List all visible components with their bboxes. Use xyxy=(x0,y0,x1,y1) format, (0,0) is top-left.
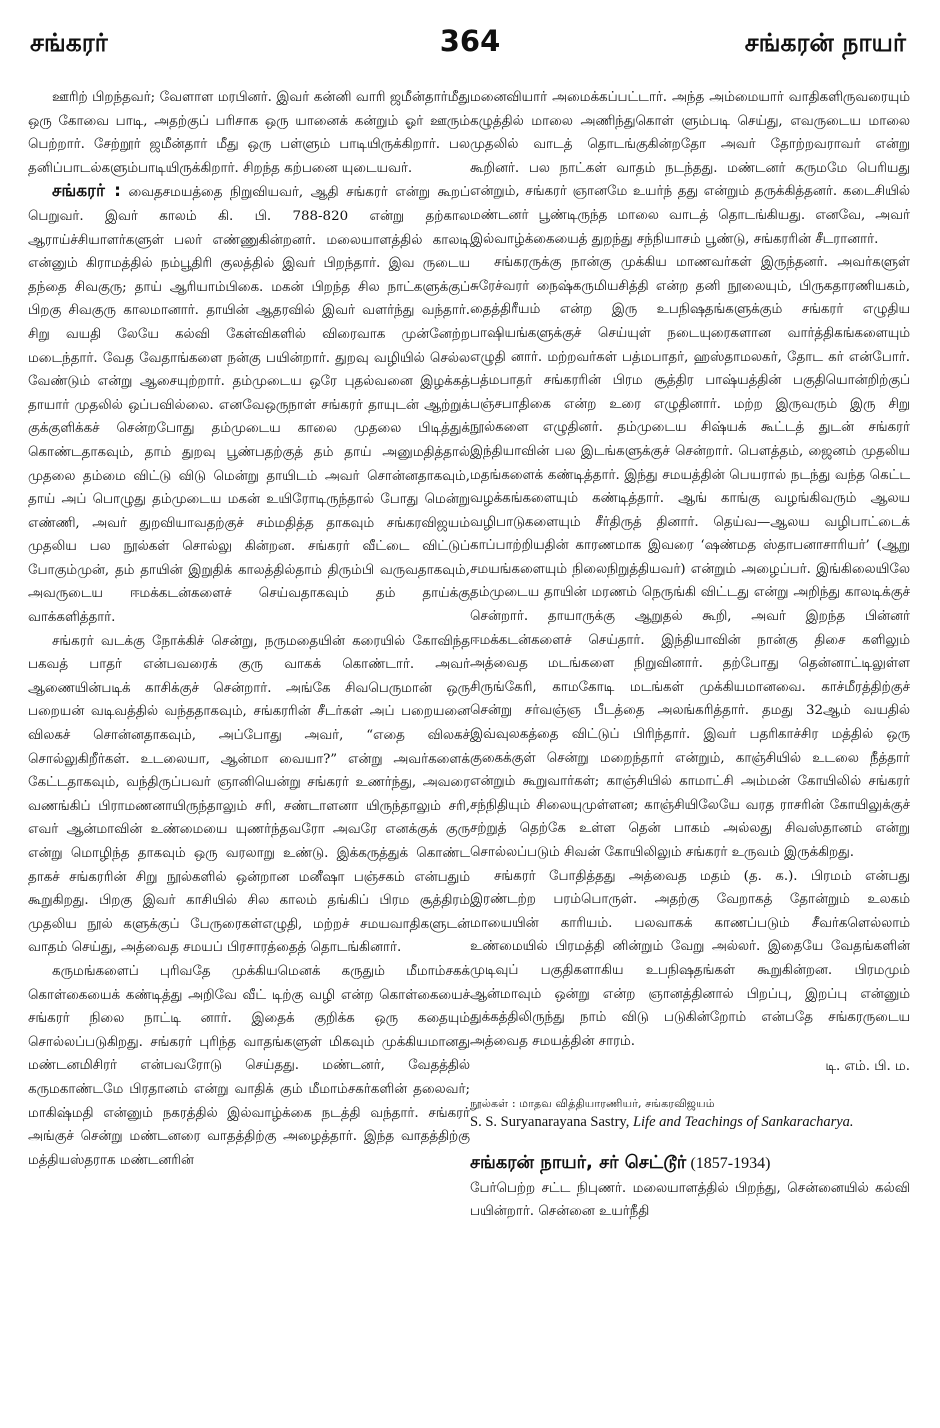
entry-text-6: சங்கரர் போதித்தது அத்வைத மதம் (த. க.). பிரமம் என்பது இரண்டற்ற பரம்பொருள். அதற்கு வேறாகத் தோன்றும் உலகம் மாயையின் காரியம். பலவாகக் காணப்படும் சீவர்களெல்லாம் உண்மையில் பிரமத்தி னின்றும் வேறு அல்லர். இதையே வேதங்களின் முடிவுப் பகுதிகளாகிய உபநிஷதங்கள் கூறுகின்றன. பிரமமும் ஆன்மாவும் ஒன்று என்ற ஞானத்தினால் பிறப்பு, இறப்பு என்னும் துக்கத்திலிருந்து நாம் விடு படுகின்றோம் என்பதே சங்கரருடைய அத்வைத சமயத்தின் சாரம். xyxy=(470,868,910,1049)
right-column xyxy=(470,86,910,1224)
running-header-left: சங்கரர் xyxy=(30,28,108,57)
references-english xyxy=(470,1113,910,1131)
entry-paragraph-6 xyxy=(470,865,910,1079)
entry-title: சங்கரர் : xyxy=(52,181,121,202)
next-entry-title: சங்கரன் நாயர், சர் செட்டூர் xyxy=(470,1151,687,1173)
next-entry xyxy=(470,1151,910,1224)
page-number: 364 xyxy=(439,24,501,58)
running-header-right: சங்கரன் நாயர் xyxy=(744,28,906,57)
entry-paragraph-3: கருமங்களைப் புரிவதே முக்கியமெனக் கருதும் மீமாம்சகக் கொள்கையைக் கண்டித்து அறிவே வீட் டிற்கு வழி என்ற கொள்கையைச் சங்கரர் நிலை நாட்டி னார். இதைக் குறிக்க ஒரு கதையும் சொல்லப்படுகிறது. சங்கரர் புரிந்த வாதங்களுள் மிகவும் முக்கியமானது மண்டனமிசிரர் என்பவரோடு செய்தது. மண்டனர், வேதத்தில் கருமகாண்டமே பிரதானம் என்று வாதிக் கும் மீமாம்சகர்களின் தலைவர்; மாகிஷ்மதி என்னும் நகரத்தில் இல்வாழ்க்கை நடத்தி வந்தார். சங்கரர் அங்குச் சென்று மண்டனரை வாதத்திற்கு அழைத்தார். இந்த வாதத்திற்கு மத்தியஸ்தராக மண்டனரின் xyxy=(28,963,470,1168)
entry-paragraph-4: மனைவியார் அமைக்கப்பட்டார். அந்த அம்மையார் வாதிகளிருவரையும் கழுத்தில் மாலை அணிந்துகொள் ளும்படி செய்து, எவருடைய மாலை முதலில் வாடத் தொடங்குகின்றதோ அவர் தோற்றவராவர் என்று கூறினர். பல நாட்கள் வாதம் நடந்தது. மண்டனர் கருமமே பெரியது என்றும், சங்கரர் ஞானமே உயர்ந் தது என்றும் தருக்கித்தனர். கடைசியில் மண்டனர் பூண்டிருந்த மாலை வாடத் தொடங்கியது. எனவே, அவர் இல்வாழ்க்கையைத் துறந்து சந்நியாசம் பூண்டு, சங்கரரின் சீடரானார். xyxy=(470,90,910,247)
references-author: S. S. Suryanarayana Sastry, xyxy=(470,1113,630,1130)
entry-paragraph-1 xyxy=(28,180,470,629)
left-column xyxy=(28,86,470,1172)
references xyxy=(470,1095,910,1131)
entry-paragraph-5: சங்கரருக்கு நான்கு முக்கிய மாணவர்கள் இருந்தனர். அவர்களுள் சுரேச்வரர் நைஷ்கருமியசித்தி என்ற தனி நூலையும், பிருகதாரணியகம், தைத்திரீயம் என்ற இரு உபநிஷதங்களுக்கும் சங்கரர் எழுதிய பாஷியங்களுக்குச் செய்யுள் நடையுரைகளான வார்த்திகங்களையும் எழுதி னார். மற்றவர்கள் பத்மபாதர், ஹஸ்தாமலகர், தோட கர் என்போர். பத்மபாதர் சங்கரரின் பிரம சூத்திர பாஷ்யத்தின் பகுதியொன்றிற்குப் பஞ்சபாதிகை என்ற உரை எழுதினார். மற்ற இருவரும் இரு சிறு நூல்களை எழுதினர். தம்முடைய சிஷ்யக் கூட்டத் துடன் சங்கரர் இந்தியாவின் பல இடங்களுக்குச் சென்றார். பௌத்தம், ஜைனம் முதலிய மதங்களைக் கண்டித்தார். இந்து சமயத்தின் பெயரால் நடந்து வந்த கெட்ட வழக்கங்களையும் கண்டித்தார். ஆங் காங்கு வழங்கிவரும் ஆலய வழிபாடுகளையும் சீர்திருத் தினார். தெய்வ—ஆலய வழிபாட்டைக் காப்பாற்றியதின் காரணமாக இவரை ‘ஷண்மத ஸ்தாபனாசாரியர்’ (ஆறு சமயங்களையும் நிலைநிறுத்தியவர்) என்றும் அழைப்பர். இங்கிலையிலே தம்முடைய தாயின் மரணம் நெருங்கி விட்டது என்று அறிந்து காலடிக்குச் சென்றார். தாயாருக்கு ஆறுதல் கூறி, அவர் இறந்த பின்னர் ஈமக்கடன்களைச் செய்தார். இந்தியாவின் நான்கு திசை களிலும் அத்வைத மடங்களை நிறுவினார். தற்போது தென்னாட்டிலுள்ள சிருங்கேரி, காமகோடி மடங்கள் முக்கியமானவை. காச்மீரத்திற்குச் சென்று சர்வஞ்ஞ பீடத்தை அலங்கரித்தார். தமது 32ஆம் வயதில் இவ்வுலகத்தை விட்டுப் பிரிந்தார். இவர் பதரிகாச்சிர மத்தில் ஒரு குகைக்குள் சென்று மறைந்தார் என்றும், காஞ்சியில் உடலை நீத்தார் என்றும் கூறுவார்கள்; காஞ்சியில் காமாட்சி அம்மன் கோயிலில் சங்கரர் சந்நிதியும் சிலையுமுள்ளன; காஞ்சியிலேயே வரத ராசரின் கோயிலுக்குச் சற்றுத் தெற்கே உள்ள தென் பாகம் அல்லது சிவஸ்தானம் என்று சொல்லப்படும் சிவன் கோயிலிலும் சங்கரர் உருவம் இருக்கிறது. xyxy=(470,255,910,860)
next-entry-years: (1857-1934) xyxy=(690,1154,771,1172)
references-label: நூல்கள் : மாதவ வித்தியாரணியர், சங்கரவிஜயம் xyxy=(470,1096,715,1110)
references-title: Life and Teachings of Sankaracharya. xyxy=(632,1113,854,1130)
entry-paragraph-2: சங்கரர் வடக்கு நோக்கிச் சென்று, நருமதையின் கரையில் கோவிந்த பகவத் பாதர் என்பவரைக் குரு வாகக் கொண்டார். அவர் ஆணையின்படிக் காசிக்குச் சென்றார். அங்கே சிவபெருமான் ஒரு பறையன் வடிவத்தில் வந்ததாகவும், சங்கரரின் சீடர்கள் அப் பறையனை விலகச் சொன்னதாகவும், அப்போது அவர், “எதை விலகச் சொல்லுகிறீர்கள். உடலையா, ஆன்மா வையா?” என்று அவர்களைக் கேட்டதாகவும், வந்திருப்பவர் ஞானியென்று சங்கரர் உணர்ந்து, அவரை வணங்கிப் பிராமணனாயிருந்தாலும் சரி, சண்டாளனா யிருந்தாலும் சரி, எவர் ஆன்மாவின் உண்மையை யுணர்ந்தவரோ அவரே எனக்குக் குரு என்று மொழிந்த தாகவும் ஒரு வரலாறு உண்டு. இக்கருத்துக் கொண்ட தாகச் சங்கரரின் சிறு நூல்களில் ஒன்றான மனீஷா பஞ்சகம் என்பதும் கூறுகிறது. பிறகு இவர் காசியில் சில காலம் தங்கிப் பிரம சூத்திரம் முதலிய நூல் களுக்குப் பேருரைகள்எழுதி, மற்றச் சமயவாதிகளுடன் வாதம் செய்து, அத்வைத சமயப் பிரசாரத்தைத் தொடங்கினார். xyxy=(28,633,470,956)
intro-paragraph: ஊரிற் பிறந்தவர்; வேளாள மரபினர். இவர் கன்னி வாரி ஜமீன்தார்மீது ஒரு கோவை பாடி, அதற்குப் பரிசாக ஒரு யானைக் கன்றும் ஓர் ஊரும் பெற்றார். சேற்றூர் ஜமீன்தார் மீது ஒரு பள்ளும் பாடியிருக்கிறார். பல தனிப்பாடல்களும்பாடியிருக்கிறார். சிறந்த கற்பனை யுடையவர். xyxy=(28,90,470,176)
entry-text-1: வைதசமயத்தை நிறுவியவர், ஆதி சங்கரர் என்று கூறப் பெறுவர். இவர் காலம் கி. பி. 788-820 என்று தற்கால ஆராய்ச்சியாளர்களுள் பலர் எண்ணுகின்றனர். மலையாளத்தில் காலடி என்னும் கிராமத்தில் நம்பூதிரி குலத்தில் இவர் பிறந்தார். இவ ருடைய தந்தை சிவகுரு; தாய் ஆரியாம்பிகை. மகன் பிறந்த சில நாட்களுக்குப் பிறகு சிவகுரு காலமானார். தாயின் ஆதரவில் இவர் வளர்ந்து வந்தார். சிறு வயதி லேயே கல்வி கேள்விகளில் விரைவாக முன்னேற்ற மடைந்தார். வேத வேதாங்களை நன்கு பயின்றார். துறவு வழியில் செல்ல வேண்டும் என்று ஆசையுற்றார். தம்முடைய ஒரே புதல்வனை இழக்கத் தாயார் முதலில் ஒப்பவில்லை. எனவேஒருநாள் சங்கரர் தாயுடன் ஆற்றுக் குக்குளிக்கச் சென்றபோது தம்முடைய காலை முதலை பிடித்துக் கொண்டதாகவும், தாம் துறவு பூண்பதற்குத் தம் தாய் அனுமதித்தால் முதலை தம்மை விட்டு விடு மென்று தாயிடம் அவர் சொன்னதாகவும், தாய் அப் பொழுது தம்முடைய மகன் உயிரோடிருந்தால் போது மென்று எண்ணி, அவர் துறவியாவதற்குச் சம்மதித்த தாகவும் சங்கரவிஜயம் முதலிய பல நூல்கள் சொல்லு கின்றன. சங்கரர் வீட்டை விட்டுப் போகும்முன், தம் தாயின் இறுதிக் காலத்தில்தாம் திரும்பி வருவதாகவும், அவருடைய ஈமக்கடன்களைச் செய்வதாகவும் தம் தாய்க்கு வாக்களித்தார். xyxy=(28,185,471,626)
next-entry-text: பேர்பெற்ற சட்ட நிபுணர். மலையாளத்தில் பிறந்து, சென்னையில் கல்வி பயின்றார். சென்னை உயர்நீதி xyxy=(470,1180,910,1220)
author-signature: டி. எம். பி. ம. xyxy=(825,1059,910,1075)
